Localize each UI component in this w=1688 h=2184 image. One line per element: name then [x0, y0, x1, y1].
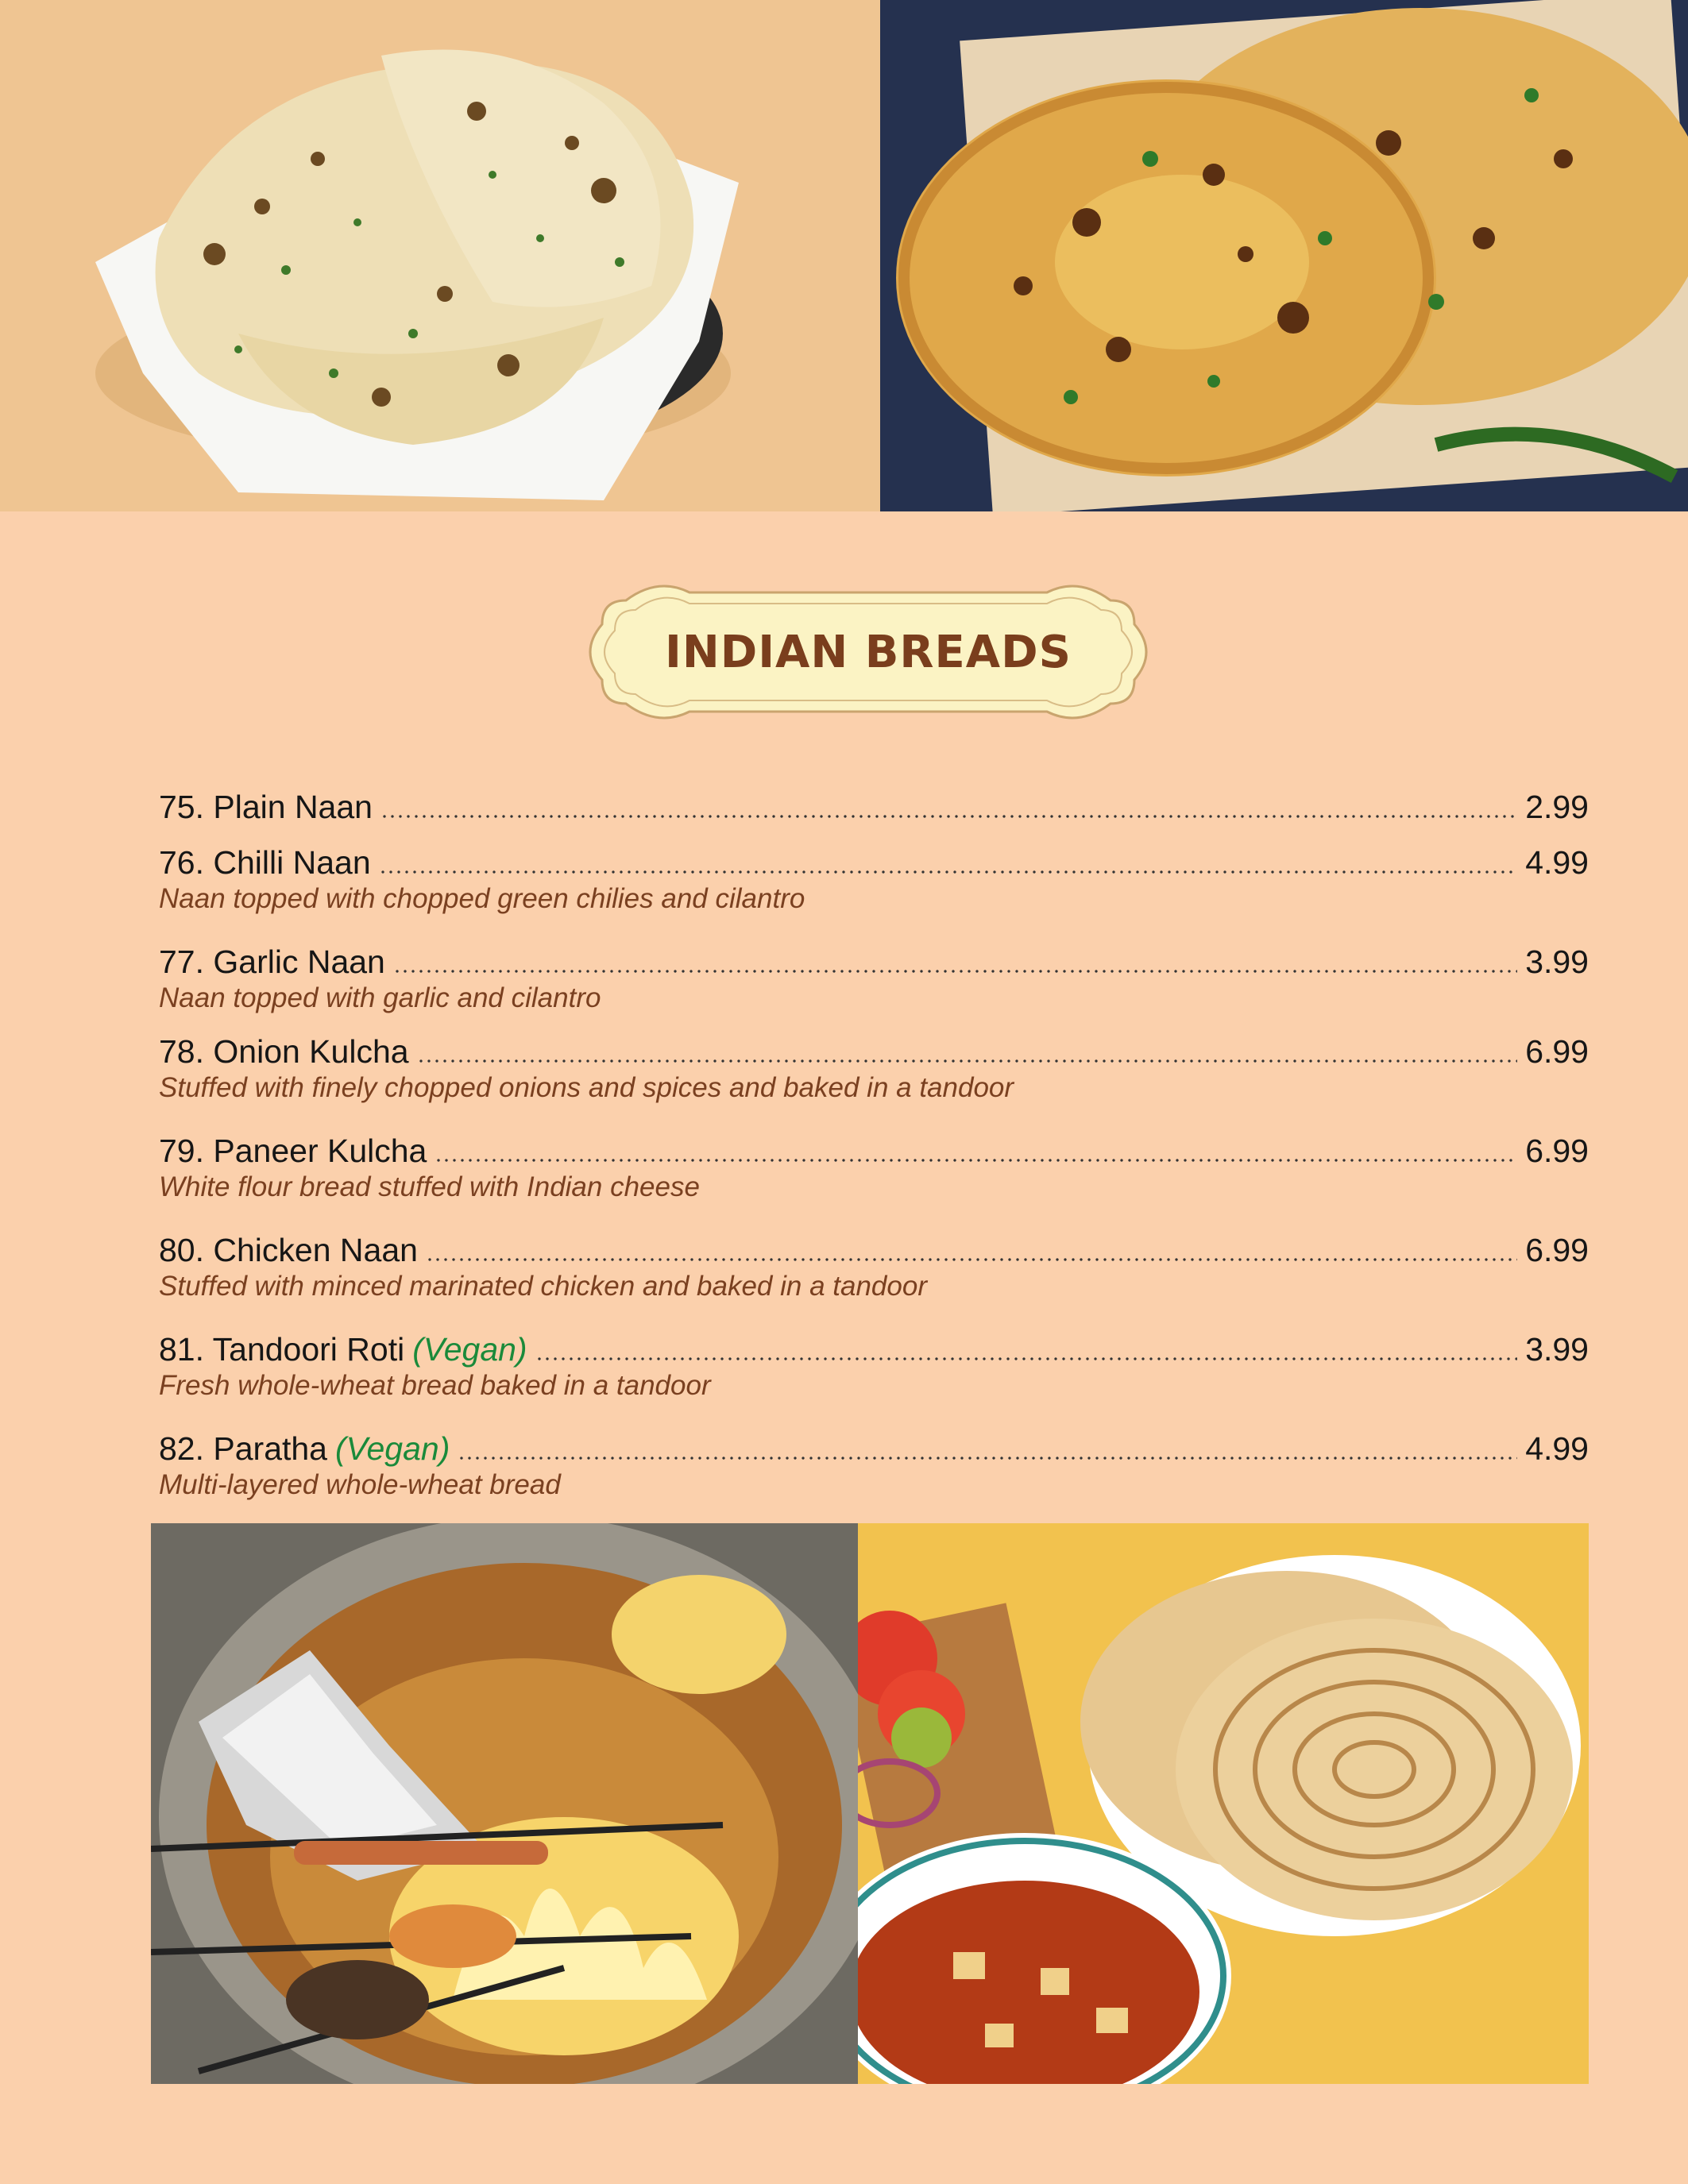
- item-price: 6.99: [1525, 1133, 1589, 1169]
- item-price: 6.99: [1525, 1232, 1589, 1268]
- item-description: Naan topped with garlic and cilantro: [159, 982, 601, 1013]
- item-name: 82. Paratha: [159, 1430, 327, 1467]
- item-description: Stuffed with finely chopped onions and spices and baked in a tandoor: [159, 1072, 1014, 1103]
- dot-leader: [458, 1457, 1517, 1460]
- dot-leader: [379, 870, 1518, 874]
- item-name: 79. Paneer Kulcha: [159, 1133, 427, 1169]
- item-description: Stuffed with minced marinated chicken and baked in a tandoor: [159, 1271, 927, 1302]
- item-name: 81. Tandoori Roti: [159, 1331, 405, 1368]
- dot-leader: [535, 1357, 1518, 1360]
- naan-basket-photo: [0, 0, 880, 511]
- item-name: 76. Chilli Naan: [159, 844, 371, 881]
- menu-item: [159, 1129, 1589, 1205]
- vegan-tag: (Vegan): [412, 1331, 527, 1368]
- item-price: 3.99: [1525, 1331, 1589, 1368]
- dot-leader: [380, 815, 1517, 818]
- dot-leader: [435, 1159, 1517, 1162]
- item-price: 4.99: [1525, 844, 1589, 881]
- item-description: White flour bread stuffed with Indian cheese: [159, 1171, 700, 1202]
- item-description: Naan topped with chopped green chilies and cilantro: [159, 883, 805, 914]
- item-price: 2.99: [1525, 789, 1589, 825]
- tandoor-oven-photo: [151, 1523, 858, 2084]
- dot-leader: [393, 970, 1517, 973]
- menu-item: [159, 785, 1589, 829]
- menu-item: [159, 1426, 1589, 1503]
- title-plaque: [578, 569, 1158, 735]
- item-price: 6.99: [1525, 1033, 1589, 1070]
- section-title: INDIAN BREADS: [665, 626, 1072, 678]
- menu-item: [159, 840, 1589, 916]
- dot-leader: [417, 1059, 1518, 1063]
- menu-item: [159, 1228, 1589, 1304]
- item-description: Multi-layered whole-wheat bread: [159, 1469, 561, 1500]
- item-name: 77. Garlic Naan: [159, 943, 385, 980]
- item-name: 78. Onion Kulcha: [159, 1033, 409, 1070]
- dot-leader: [426, 1258, 1517, 1261]
- item-name: 80. Chicken Naan: [159, 1232, 418, 1268]
- item-description: Fresh whole-wheat bread baked in a tandoor: [159, 1370, 711, 1401]
- paratha-and-curry-photo: [858, 1523, 1589, 2084]
- menu-item: [159, 940, 1589, 1016]
- item-price: 4.99: [1525, 1430, 1589, 1467]
- item-name: 75. Plain Naan: [159, 789, 373, 825]
- vegan-tag: (Vegan): [335, 1430, 450, 1467]
- kulcha-photo: [880, 0, 1688, 511]
- item-price: 3.99: [1525, 943, 1589, 980]
- menu-item: [159, 1327, 1589, 1403]
- menu-item: [159, 1029, 1589, 1106]
